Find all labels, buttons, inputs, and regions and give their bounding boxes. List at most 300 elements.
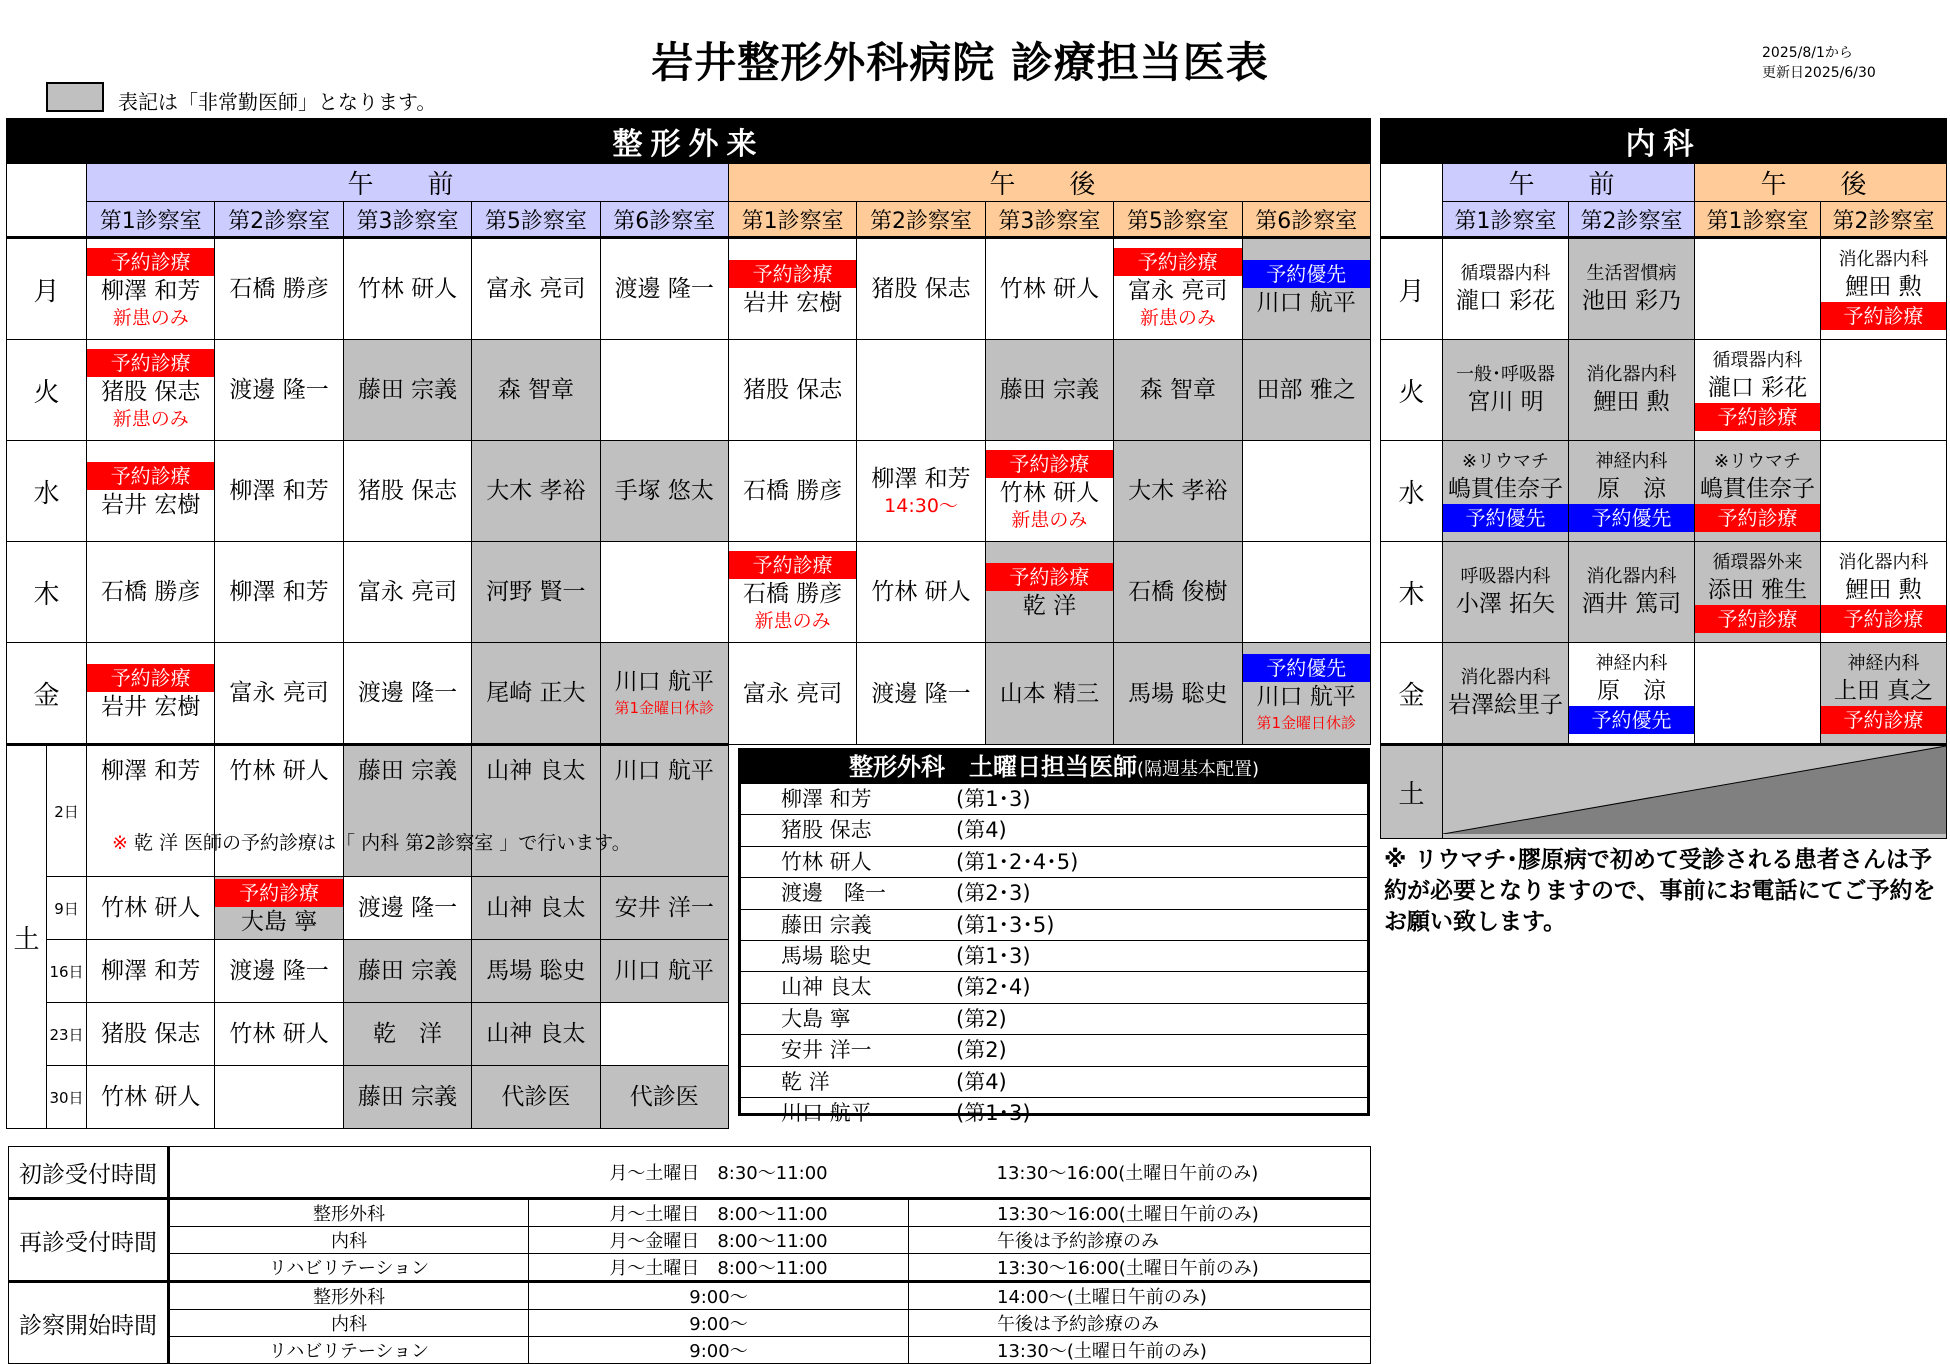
ortho-section-header: 整形外来 bbox=[7, 119, 1371, 164]
doctor-name: 猪股 保志 bbox=[742, 377, 843, 403]
room-header: 第6診察室 bbox=[1242, 202, 1370, 238]
schedule-cell bbox=[857, 340, 985, 441]
schedule-cell bbox=[1114, 238, 1242, 340]
schedule-cell bbox=[472, 238, 600, 340]
roster-doctor: 馬場 聡史 bbox=[781, 943, 872, 968]
schedule-cell bbox=[1242, 542, 1370, 643]
doctor-name: 嶋貫佳奈子 bbox=[1700, 476, 1815, 502]
doctor-note: 新患のみ bbox=[112, 408, 189, 430]
doctor-name: 安井 洋一 bbox=[614, 895, 714, 921]
doctor-name: 森 智章 bbox=[497, 377, 575, 403]
roster-row bbox=[741, 1066, 1367, 1097]
doctor-name: 柳澤 和芳 bbox=[101, 958, 201, 984]
closed-note: 第1金曜日休診 bbox=[1256, 713, 1356, 732]
reservation-badge: 予約診療 bbox=[1821, 302, 1946, 330]
doctor-name: 竹林 研人 bbox=[357, 276, 458, 302]
hours-dept: 整形外科 bbox=[169, 1282, 529, 1310]
pm-header: 午 後 bbox=[1695, 164, 1947, 202]
schedule-cell bbox=[857, 643, 985, 745]
roster-weeks: (第1･3) bbox=[956, 1100, 1031, 1125]
note-text: 乾 洋 医師の予約診療は「 内科 第2診察室 」で行います。 bbox=[133, 832, 631, 854]
hours-am: 月～土曜日 8:00～11:00 bbox=[529, 1254, 909, 1282]
roster-weeks: (第1･3) bbox=[956, 943, 1031, 968]
roster-doctor: 乾 洋 bbox=[781, 1069, 830, 1094]
doctor-name: 小澤 拓矢 bbox=[1455, 591, 1556, 617]
roster-doctor: 山神 良太 bbox=[781, 975, 872, 1000]
day-label: 水 bbox=[7, 441, 87, 542]
schedule-cell bbox=[472, 340, 600, 441]
doctor-name: 岩井 宏樹 bbox=[101, 694, 201, 720]
doctor-name: 竹林 研人 bbox=[229, 758, 329, 784]
day-label: 火 bbox=[1381, 340, 1443, 441]
schedule-cell bbox=[1114, 542, 1242, 643]
dept-label: 循環器内科 bbox=[1460, 263, 1551, 284]
doctor-name: 岩井 宏樹 bbox=[101, 492, 201, 518]
saturday-note bbox=[112, 828, 631, 855]
doctor-name: 柳澤 和芳 bbox=[229, 579, 329, 605]
schedule-cell bbox=[1569, 238, 1695, 340]
doctor-name: 渡邊 隆一 bbox=[357, 680, 458, 706]
roster-weeks: (第4) bbox=[956, 1069, 1007, 1094]
room-header: 第2診察室 bbox=[1821, 202, 1947, 238]
hours-table bbox=[8, 1146, 1371, 1364]
schedule-cell bbox=[728, 238, 856, 340]
day-label: 金 bbox=[1381, 643, 1443, 745]
schedule-cell bbox=[1821, 441, 1947, 542]
doctor-name: 富永 亮司 bbox=[486, 276, 586, 302]
schedule-cell bbox=[472, 1066, 600, 1129]
hours-am: 9:00～ bbox=[529, 1337, 909, 1364]
doctor-name: 富永 亮司 bbox=[229, 680, 329, 706]
reservation-badge: 予約診療 bbox=[1114, 248, 1241, 276]
reservation-badge: 予約診療 bbox=[87, 349, 214, 377]
hours-dept: リハビリテーション bbox=[169, 1337, 529, 1364]
schedule-cell bbox=[1114, 441, 1242, 542]
revisit-label: 再診受付時間 bbox=[9, 1199, 169, 1282]
roster-weeks: (第1･2･4･5) bbox=[956, 849, 1079, 874]
dept-label: 生活習慣病 bbox=[1586, 263, 1677, 284]
doctor-name: 竹林 研人 bbox=[999, 276, 1100, 302]
dept-label: 呼吸器内科 bbox=[1460, 566, 1551, 587]
naika-section-header: 内科 bbox=[1381, 119, 1947, 164]
doctor-name: 竹林 研人 bbox=[101, 1084, 201, 1110]
doctor-name: 柳澤 和芳 bbox=[871, 466, 971, 492]
schedule-cell bbox=[1114, 643, 1242, 745]
doctor-name: 猪股 保志 bbox=[357, 478, 458, 504]
room-header: 第1診察室 bbox=[1695, 202, 1821, 238]
schedule-cell bbox=[215, 441, 343, 542]
dept-label: 神経内科 bbox=[1595, 653, 1668, 674]
schedule-cell bbox=[343, 542, 471, 643]
schedule-cell bbox=[343, 441, 471, 542]
schedule-cell bbox=[600, 441, 728, 542]
schedule-cell bbox=[215, 940, 343, 1003]
doctor-name: 岩井 宏樹 bbox=[742, 290, 843, 316]
reservation-badge: 予約診療 bbox=[1695, 605, 1820, 633]
schedule-cell bbox=[985, 441, 1113, 542]
schedule-cell bbox=[1114, 340, 1242, 441]
doctor-name: 添田 雅生 bbox=[1707, 577, 1808, 603]
schedule-cell bbox=[1242, 238, 1370, 340]
hours-am: 月～土曜日 8:30～11:00 bbox=[529, 1147, 909, 1199]
roster-weeks: (第2･4) bbox=[956, 975, 1031, 1000]
schedule-cell bbox=[1695, 441, 1821, 542]
day-label: 木 bbox=[7, 542, 87, 643]
schedule-cell bbox=[87, 877, 215, 940]
doctor-name: 藤田 宗義 bbox=[357, 958, 458, 984]
page-title: 岩井整形外科病院 診療担当医表 bbox=[651, 38, 1269, 87]
schedule-cell bbox=[1443, 441, 1569, 542]
roster-doctor: 藤田 宗義 bbox=[781, 912, 872, 937]
doctor-name: 大木 孝裕 bbox=[486, 478, 586, 504]
hours-pm: 14:00～(土曜日午前のみ) bbox=[909, 1282, 1371, 1310]
doctor-name: 山神 良太 bbox=[486, 758, 586, 784]
dept-label: 消化器内科 bbox=[1838, 552, 1929, 573]
schedule-cell bbox=[472, 877, 600, 940]
doctor-name: 馬場 聡史 bbox=[1128, 680, 1228, 707]
schedule-cell bbox=[600, 1066, 728, 1129]
roster-weeks: (第1･3) bbox=[956, 787, 1031, 811]
reservation-badge: 予約診療 bbox=[1695, 403, 1820, 431]
corner-cell bbox=[1381, 164, 1443, 238]
doctor-name: 柳澤 和芳 bbox=[101, 278, 201, 304]
roster-doctor: 渡邊 隆一 bbox=[781, 881, 886, 906]
schedule-cell bbox=[857, 238, 985, 340]
schedule-cell bbox=[87, 542, 215, 643]
schedule-cell bbox=[215, 643, 343, 745]
schedule-cell bbox=[1821, 340, 1947, 441]
roster-row bbox=[741, 877, 1367, 908]
reservation-badge: 予約優先 bbox=[1243, 654, 1370, 682]
doctor-name: 柳澤 和芳 bbox=[229, 478, 329, 504]
sat-date: 23日 bbox=[47, 1003, 87, 1066]
schedule-cell bbox=[1695, 340, 1821, 441]
reservation-badge: 予約診療 bbox=[87, 248, 214, 276]
doctor-name: 川口 航平 bbox=[614, 669, 714, 695]
doctor-name: 藤田 宗義 bbox=[357, 1084, 458, 1110]
hours-am: 9:00～ bbox=[529, 1310, 909, 1337]
schedule-cell bbox=[472, 542, 600, 643]
schedule-cell bbox=[215, 1003, 343, 1066]
doctor-name: 嶋貫佳奈子 bbox=[1448, 476, 1563, 502]
room-header: 第1診察室 bbox=[728, 202, 856, 238]
doctor-name: 石橋 俊樹 bbox=[1128, 579, 1228, 605]
schedule-cell bbox=[1242, 340, 1370, 441]
schedule-cell bbox=[600, 238, 728, 340]
day-label: 土 bbox=[1381, 745, 1443, 839]
sat-date: 16日 bbox=[47, 940, 87, 1003]
doctor-note: 新患のみ bbox=[1011, 509, 1088, 531]
sat-date: 30日 bbox=[47, 1066, 87, 1129]
schedule-cell bbox=[87, 643, 215, 745]
doctor-name: 石橋 勝彦 bbox=[101, 579, 201, 605]
room-header: 第2診察室 bbox=[857, 202, 985, 238]
doctor-name: 渡邊 隆一 bbox=[229, 377, 329, 403]
doctor-name: 竹林 研人 bbox=[229, 1021, 329, 1047]
saturday-closed-cell bbox=[1443, 745, 1947, 839]
hours-pm: 13:30～16:00(土曜日午前のみ) bbox=[909, 1199, 1371, 1227]
start-label: 診察開始時間 bbox=[9, 1282, 169, 1364]
schedule-cell bbox=[215, 1066, 343, 1129]
day-label: 月 bbox=[7, 238, 87, 340]
doctor-name: 石橋 勝彦 bbox=[742, 581, 843, 607]
doctor-name: 手塚 悠太 bbox=[614, 478, 714, 504]
schedule-cell bbox=[1569, 643, 1695, 745]
doctor-name: 藤田 宗義 bbox=[357, 758, 458, 784]
doctor-name: 尾崎 正大 bbox=[486, 680, 586, 706]
schedule-cell bbox=[343, 877, 471, 940]
dept-label: 循環器外来 bbox=[1712, 552, 1803, 573]
schedule-cell bbox=[343, 643, 471, 745]
room-header: 第2診察室 bbox=[1569, 202, 1695, 238]
doctor-note: 新患のみ bbox=[754, 610, 831, 632]
dept-label: 循環器内科 bbox=[1712, 350, 1803, 371]
day-label: 火 bbox=[7, 340, 87, 441]
doctor-name: 猪股 保志 bbox=[101, 379, 201, 405]
schedule-cell bbox=[728, 441, 856, 542]
doctor-name: 上田 真之 bbox=[1833, 678, 1934, 704]
doctor-name: 石橋 勝彦 bbox=[742, 478, 843, 504]
note-mark: ※ bbox=[112, 832, 128, 854]
reservation-badge: 予約診療 bbox=[215, 879, 342, 907]
roster-doctor: 大島 寧 bbox=[781, 1006, 851, 1031]
room-header: 第3診察室 bbox=[985, 202, 1113, 238]
dept-label: 一般･呼吸器 bbox=[1456, 364, 1555, 385]
roster-title-small: (隔週基本配置) bbox=[1136, 759, 1260, 780]
roster-doctor: 川口 航平 bbox=[781, 1100, 872, 1125]
schedule-cell bbox=[215, 877, 343, 940]
reservation-badge: 予約診療 bbox=[87, 462, 214, 490]
doctor-name: 宮川 明 bbox=[1467, 389, 1544, 415]
schedule-cell bbox=[87, 1066, 215, 1129]
roster-weeks: (第1･3･5) bbox=[956, 912, 1055, 937]
roster-title-text: 整形外科 土曜日担当医師 bbox=[848, 753, 1137, 781]
doctor-name: 富永 亮司 bbox=[1128, 278, 1228, 304]
schedule-cell bbox=[472, 745, 600, 877]
effective-date: 2025/8/1から bbox=[1762, 45, 1853, 61]
legend-gray-swatch bbox=[46, 82, 104, 112]
schedule-cell bbox=[1821, 238, 1947, 340]
schedule-cell bbox=[87, 940, 215, 1003]
room-header: 第6診察室 bbox=[600, 202, 728, 238]
schedule-cell bbox=[472, 441, 600, 542]
schedule-cell bbox=[600, 877, 728, 940]
room-header: 第1診察室 bbox=[87, 202, 215, 238]
dept-label: ※リウマチ bbox=[1461, 451, 1550, 472]
hours-am: 9:00～ bbox=[529, 1282, 909, 1310]
doctor-name: 藤田 宗義 bbox=[357, 377, 458, 403]
doctor-note: 14:30〜 bbox=[884, 495, 958, 517]
reservation-badge: 予約診療 bbox=[87, 664, 214, 692]
doctor-name: 渡邊 隆一 bbox=[614, 276, 714, 302]
am-header: 午 前 bbox=[1443, 164, 1695, 202]
room-header: 第5診察室 bbox=[472, 202, 600, 238]
hours-dept: 内科 bbox=[169, 1310, 529, 1337]
schedule-cell bbox=[985, 238, 1113, 340]
schedule-cell bbox=[600, 643, 728, 745]
reservation-badge: 予約優先 bbox=[1569, 706, 1694, 734]
doctor-note: 新患のみ bbox=[1139, 307, 1216, 329]
doctor-name: 森 智章 bbox=[1139, 377, 1216, 403]
schedule-cell bbox=[985, 542, 1113, 643]
schedule-cell bbox=[1443, 340, 1569, 441]
hours-dept: 整形外科 bbox=[169, 1199, 529, 1227]
schedule-cell bbox=[215, 542, 343, 643]
hours-pm: 13:30～16:00(土曜日午前のみ) bbox=[909, 1147, 1371, 1199]
day-label: 金 bbox=[7, 643, 87, 745]
schedule-cell bbox=[728, 643, 856, 745]
hours-dept: リハビリテーション bbox=[169, 1254, 529, 1282]
reservation-badge: 予約診療 bbox=[986, 450, 1113, 478]
doctor-name: 乾 洋 bbox=[1022, 593, 1077, 619]
schedule-cell bbox=[728, 340, 856, 441]
schedule-cell bbox=[1443, 238, 1569, 340]
roster-row bbox=[741, 909, 1367, 940]
roster-doctor: 猪股 保志 bbox=[781, 818, 872, 843]
doctor-name: 藤田 宗義 bbox=[999, 377, 1100, 403]
schedule-cell bbox=[343, 340, 471, 441]
schedule-cell bbox=[1695, 643, 1821, 745]
roster-weeks: (第2･3) bbox=[956, 881, 1031, 906]
doctor-name: 代診医 bbox=[629, 1084, 699, 1110]
day-label: 水 bbox=[1381, 441, 1443, 542]
schedule-cell bbox=[87, 745, 215, 877]
reservation-badge: 予約診療 bbox=[729, 551, 856, 579]
doctor-name: 川口 航平 bbox=[614, 958, 714, 984]
schedule-cell bbox=[985, 340, 1113, 441]
schedule-cell bbox=[1242, 643, 1370, 745]
room-header: 第5診察室 bbox=[1114, 202, 1242, 238]
saturday-roster-title bbox=[741, 751, 1367, 783]
schedule-cell bbox=[1443, 542, 1569, 643]
schedule-cell bbox=[985, 643, 1113, 745]
doctor-name: 富永 亮司 bbox=[742, 680, 843, 707]
doctor-name: 川口 航平 bbox=[614, 758, 714, 784]
roster-weeks: (第4) bbox=[956, 818, 1007, 843]
doctor-name: 渡邊 隆一 bbox=[871, 680, 971, 707]
room-header: 第1診察室 bbox=[1443, 202, 1569, 238]
doctor-name: 大島 寧 bbox=[240, 909, 318, 935]
roster-weeks: (第2) bbox=[956, 1038, 1007, 1063]
am-header: 午 前 bbox=[87, 164, 729, 202]
schedule-cell bbox=[600, 340, 728, 441]
schedule-cell bbox=[343, 1003, 471, 1066]
doctor-name: 竹林 研人 bbox=[871, 579, 971, 605]
schedule-cell bbox=[1821, 643, 1947, 745]
dept-label: 神経内科 bbox=[1595, 451, 1668, 472]
doctor-name: 竹林 研人 bbox=[999, 480, 1100, 506]
doctor-name: 馬場 聡史 bbox=[486, 958, 586, 984]
doctor-name: 原 涼 bbox=[1597, 678, 1666, 704]
schedule-cell bbox=[215, 238, 343, 340]
roster-doctor: 安井 洋一 bbox=[781, 1038, 872, 1063]
schedule-cell bbox=[1695, 542, 1821, 643]
closed-note: 第1金曜日休診 bbox=[614, 699, 715, 717]
day-label: 木 bbox=[1381, 542, 1443, 643]
doctor-name: 酒井 篤司 bbox=[1581, 591, 1682, 617]
hours-am: 月～土曜日 8:00～11:00 bbox=[529, 1199, 909, 1227]
reservation-badge: 予約優先 bbox=[1443, 504, 1568, 532]
hours-pm: 13:30～16:00(土曜日午前のみ) bbox=[909, 1254, 1371, 1282]
hours-dept bbox=[169, 1147, 529, 1199]
diagonal-strike-icon bbox=[1443, 746, 1946, 834]
schedule-cell bbox=[472, 1003, 600, 1066]
schedule-cell bbox=[1695, 238, 1821, 340]
doctor-name: 川口 航平 bbox=[1256, 683, 1356, 710]
doctor-name: 鯉田 勲 bbox=[1593, 389, 1670, 415]
corner-cell bbox=[7, 164, 87, 238]
roster-row bbox=[741, 783, 1367, 814]
schedule-cell bbox=[343, 745, 471, 877]
doctor-name: 鯉田 勲 bbox=[1845, 274, 1922, 300]
room-header: 第3診察室 bbox=[343, 202, 471, 238]
doctor-name: 乾 洋 bbox=[372, 1021, 442, 1047]
schedule-cell bbox=[472, 643, 600, 745]
roster-row bbox=[741, 971, 1367, 1002]
schedule-cell bbox=[1821, 542, 1947, 643]
schedule-cell bbox=[1569, 340, 1695, 441]
doctor-name: 岩澤絵里子 bbox=[1448, 692, 1563, 718]
roster-row bbox=[741, 1003, 1367, 1034]
hours-pm: 13:30～(土曜日午前のみ) bbox=[909, 1337, 1371, 1364]
dept-label: 神経内科 bbox=[1847, 653, 1920, 674]
roster-row bbox=[741, 1034, 1367, 1065]
schedule-cell bbox=[87, 340, 215, 441]
hours-am: 月～金曜日 8:00～11:00 bbox=[529, 1227, 909, 1254]
saturday-roster bbox=[738, 748, 1370, 1125]
doctor-name: 柳澤 和芳 bbox=[101, 758, 201, 784]
dept-label: 消化器内科 bbox=[1586, 566, 1677, 587]
hours-pm: 午後は予約診療のみ bbox=[909, 1310, 1371, 1337]
reservation-badge: 予約診療 bbox=[986, 563, 1113, 591]
roster-row bbox=[741, 814, 1367, 845]
rheumatology-note: ※ リウマチ･膠原病で初めて受診される患者さんは予約が必要となりますので、事前にお電話にてご予約をお願い致します。 bbox=[1384, 847, 1936, 935]
roster-row bbox=[741, 940, 1367, 971]
schedule-cell bbox=[1443, 643, 1569, 745]
doctor-name: 河野 賢一 bbox=[486, 579, 586, 605]
schedule-cell bbox=[600, 1003, 728, 1066]
dept-label: 消化器内科 bbox=[1838, 249, 1929, 270]
first-visit-label: 初診受付時間 bbox=[9, 1147, 169, 1199]
reservation-badge: 予約優先 bbox=[1569, 504, 1694, 532]
hours-dept: 内科 bbox=[169, 1227, 529, 1254]
doctor-name: 大木 孝裕 bbox=[1128, 478, 1228, 504]
doctor-name: 竹林 研人 bbox=[101, 895, 201, 921]
doctor-name: 原 涼 bbox=[1597, 476, 1666, 502]
doctor-name: 猪股 保志 bbox=[871, 276, 971, 302]
schedule-cell bbox=[1569, 441, 1695, 542]
doctor-name: 瀧口 彩花 bbox=[1455, 288, 1556, 314]
doctor-name: 池田 彩乃 bbox=[1581, 288, 1682, 314]
doctor-name: 鯉田 勲 bbox=[1845, 577, 1922, 603]
sat-date: 9日 bbox=[47, 877, 87, 940]
schedule-cell bbox=[343, 1066, 471, 1129]
reservation-badge: 予約優先 bbox=[1243, 260, 1370, 288]
roster-doctor: 竹林 研人 bbox=[781, 849, 872, 874]
schedule-cell bbox=[87, 1003, 215, 1066]
schedule-cell bbox=[728, 542, 856, 643]
dept-label: 消化器内科 bbox=[1460, 667, 1551, 688]
sat-date: 2日 bbox=[47, 745, 87, 877]
schedule-cell bbox=[857, 441, 985, 542]
day-label: 土 bbox=[7, 745, 47, 1129]
schedule-cell bbox=[472, 940, 600, 1003]
doctor-name: 山神 良太 bbox=[486, 1021, 586, 1047]
schedule-cell bbox=[87, 441, 215, 542]
doctor-name: 川口 航平 bbox=[1256, 290, 1356, 316]
room-header: 第2診察室 bbox=[215, 202, 343, 238]
doctor-name: 富永 亮司 bbox=[357, 579, 458, 605]
